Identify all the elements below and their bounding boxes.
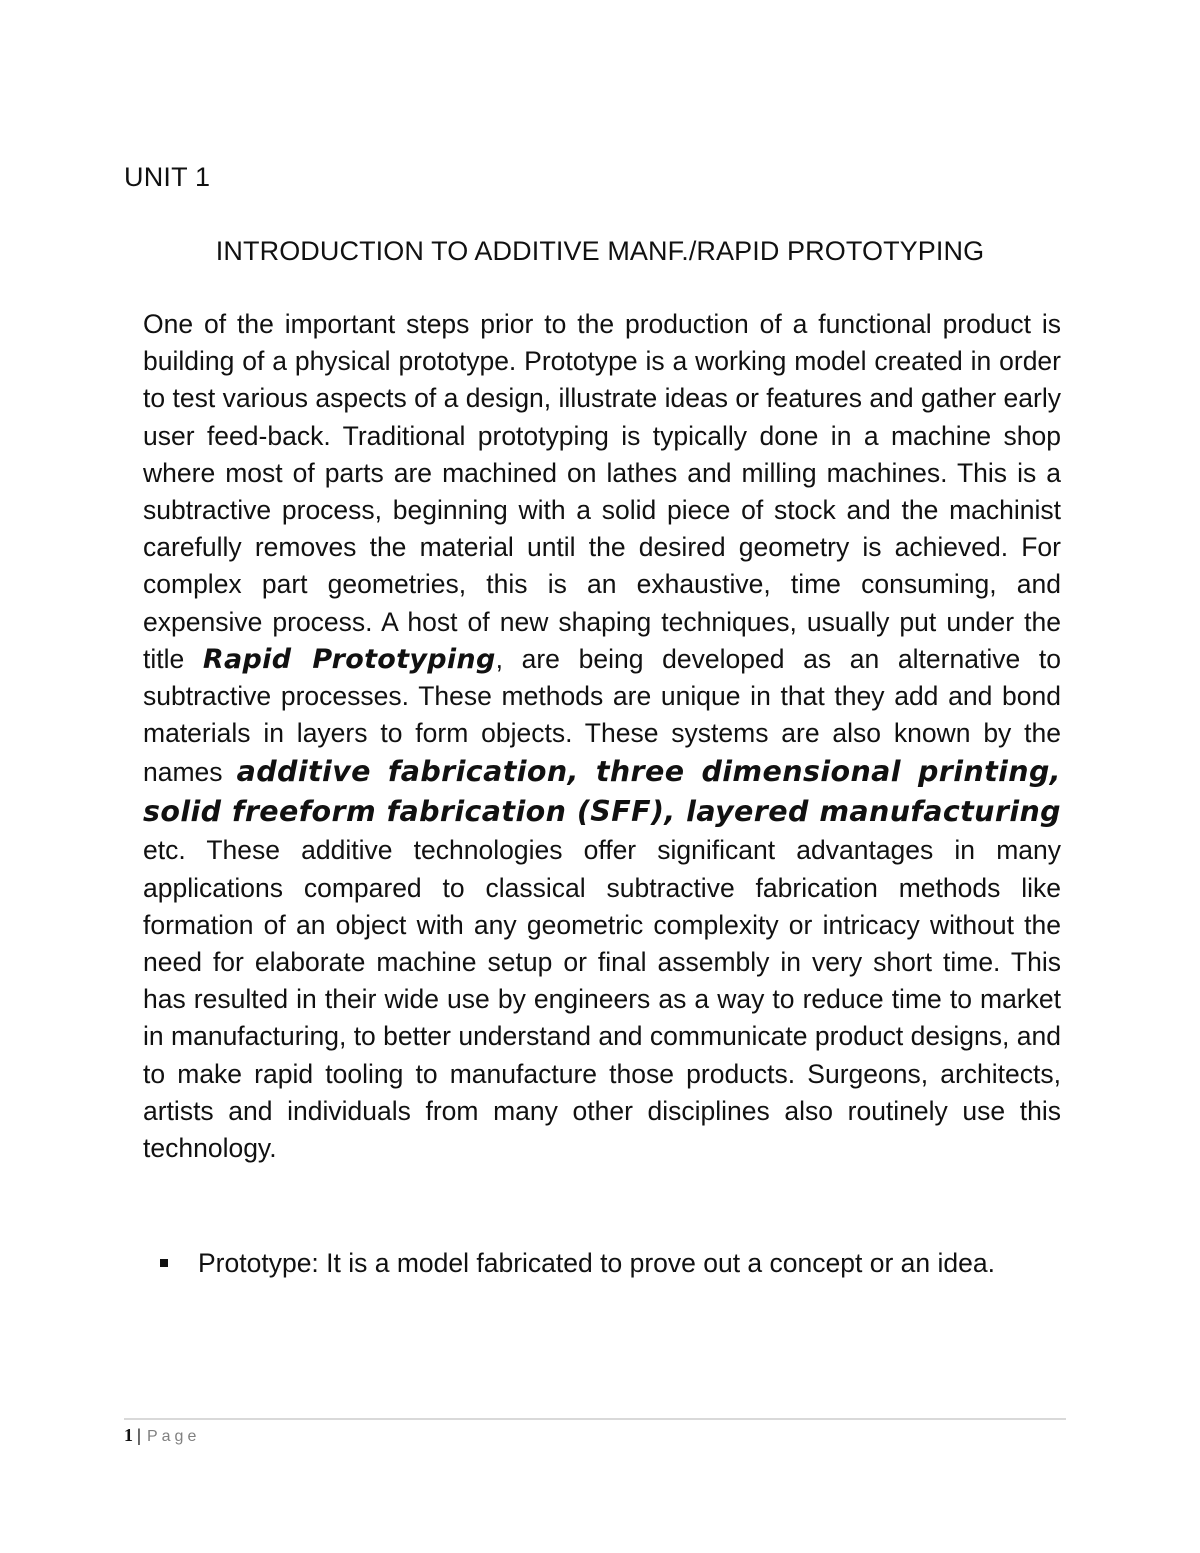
page-footer	[124, 1425, 200, 1446]
emphasis-rapid-prototyping: Rapid Prototyping	[202, 643, 496, 675]
paragraph-text-1: One of the important steps prior to the production of a functional product is building of a physical prototype. Prototype is a working model created in order to test various aspects of a design, illustrate ideas or features and gather early user feed-back. Traditional prototyping is typically done in a machine shop where most of parts are machined on lathes and milling machines. This is a subtractive process, beginning with a solid piece of stock and the machinist carefully removes the material until the desired geometry is achieved. For complex part geometries, this is an exhaustive, time consuming, and expensive process. A host of new shaping techniques, usually put under the title	[143, 309, 1061, 674]
footer-divider	[124, 1418, 1066, 1420]
footer-separator: |	[137, 1425, 141, 1445]
paragraph-text-2: , are being developed as an alternative to subtractive processes. These methods are unique in that they add and bond materials in layers to form objects. These systems are also known by the names	[143, 643, 1061, 788]
page-label: Page	[146, 1428, 201, 1445]
document-title: INTRODUCTION TO ADDITIVE MANF./RAPID PROTOTYPING	[215, 236, 985, 266]
page-number: 1	[124, 1425, 133, 1445]
bullet-text: Prototype: It is a model fabricated to prove out a concept or an idea.	[198, 1248, 995, 1278]
unit-heading: UNIT 1	[124, 162, 211, 192]
paragraph-text-3: etc. These additive technologies offer significant advantages in many applications compared to classical subtractive fabrication methods like formation of an object with any geometric complexity or intricacy without the need for elaborate machine setup or final assembly in very short time. This has resulted in their wide use by engineers as a way to reduce time to market in manufacturing, to better understand and communicate product designs, and to make rapid tooling to manufacture those products. Surgeons, architects, artists and individuals from many other disciplines also routinely use this technology.	[143, 835, 1061, 1164]
square-bullet-icon	[160, 1259, 168, 1267]
emphasis-alternate-names: additive fabrication, three dimensional printing, solid freeform fabrication (SFF), layered manufacturing	[143, 755, 1061, 829]
bullet-list	[160, 1245, 1060, 1282]
list-item	[160, 1245, 1060, 1282]
intro-paragraph	[143, 306, 1061, 1167]
